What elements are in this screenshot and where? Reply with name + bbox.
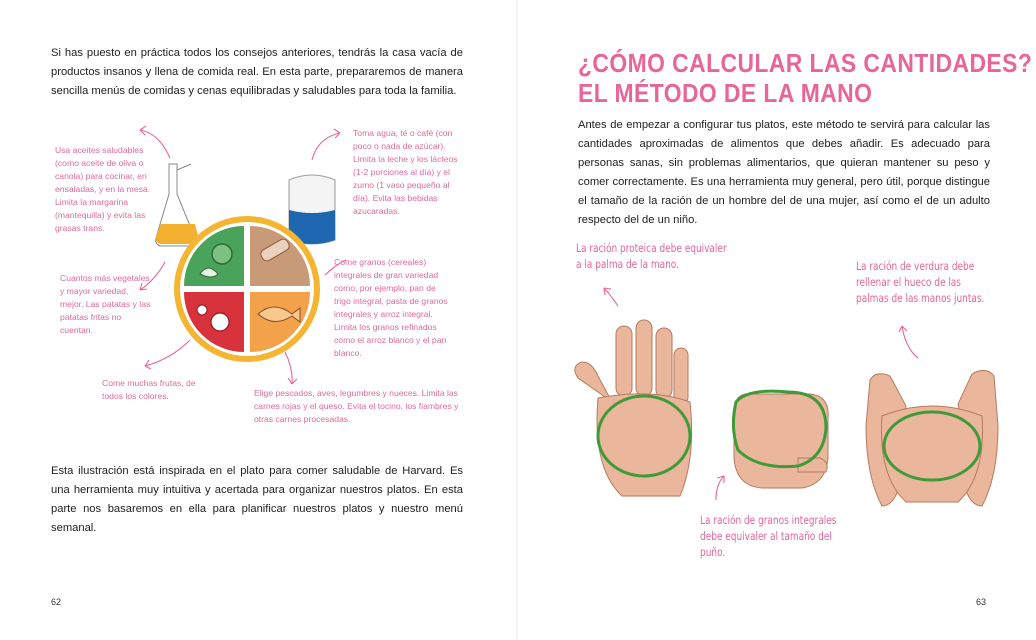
method-paragraph: Antes de empezar a configurar tus platos, este método te servirá para calcular las cantidades aproximadas de alimentos que debes añadir. Es adecuado para personas sanas, sin problemas alimentarios, que quieran mantener su peso y comer correctamente. Es una herramienta muy general, pero útil, porque distingue el tamaño de la ración de un hombre del de una mujer, así como el de un adulto respecto del de un niño. — [578, 119, 990, 226]
note-veg-line-3: palmas de las manos juntas. — [856, 291, 985, 305]
intro-paragraph: Si has puesto en práctica todos los consejos anteriores, tendrás la casa vacía de productos insanos y llena de comida real. En esta parte, prepararemos de manera sencilla menús de comidas y cenas equilibradas y saludables para toda la familia. — [51, 47, 463, 97]
note-protein-line-1: La ración proteica debe equivaler — [576, 241, 727, 255]
note-grains: Come granos (cereales) integrales de gran variedad como, por ejemplo, pan de trigo integral, pasta de granos integrales y arroz integral. Limita los granos refinados como el arroz blanco y el pan blanco. — [334, 257, 448, 358]
note-water: Toma agua, té o café (con poco o nada de azúcar). Limita la leche y los lácteos (1-2 porciones al día) y el zumo (1 vaso pequeño al día). Evita las bebidas azucaradas. — [353, 128, 458, 216]
outro-paragraph: Esta ilustración está inspirada en el plato para comer saludable de Harvard. Es una herramienta muy intuitiva y acertada para organizar nuestros platos. En esta parte nos basaremos en ella para planificar nuestros platos y nuestro menú semanal. — [51, 465, 463, 534]
note-veg-line-1: La ración de verdura debe — [856, 259, 975, 273]
open-palm-icon — [572, 318, 712, 508]
page-number-left: 62 — [51, 597, 62, 607]
healthy-plate-icon — [172, 214, 322, 364]
note-grains-line-3: puño. — [700, 545, 726, 559]
note-protein-line-2: a la palma de la mano. — [576, 257, 679, 271]
note-oils: Usa aceites saludables (como aceite de oliva o canola) para cocinar, en ensaladas, y en la mesa. Limita la margarina (mantequilla) y evita las grasas trans. — [55, 145, 151, 233]
note-grains-line-1: La ración de granos integrales — [700, 513, 837, 527]
note-fruits: Come muchas frutas, de todos los colores. — [102, 378, 196, 401]
fist-icon — [728, 388, 838, 498]
note-vegetables: Cuantos más vegetales y mayor variedad, mejor. Las patatas y las patatas fritas no cuentan. — [60, 273, 151, 335]
page-number-right: 63 — [976, 597, 987, 607]
title-line-1: ¿CÓMO CALCULAR LAS CANTIDADES? — [578, 48, 1033, 78]
right-page — [518, 0, 1036, 640]
note-veg-line-2: rellenar el hueco de las — [856, 275, 961, 289]
note-protein: Elige pescados, aves, legumbres y nueces. Limita las carnes rojas y el queso. Evita el tocino, los fiambres y otras carnes procesadas. — [254, 388, 459, 424]
note-grains-line-2: debe equivaler al tamaño del — [700, 529, 832, 543]
cupped-hands-icon — [862, 366, 1002, 516]
title-line-2: EL MÉTODO DE LA MANO — [578, 78, 873, 108]
